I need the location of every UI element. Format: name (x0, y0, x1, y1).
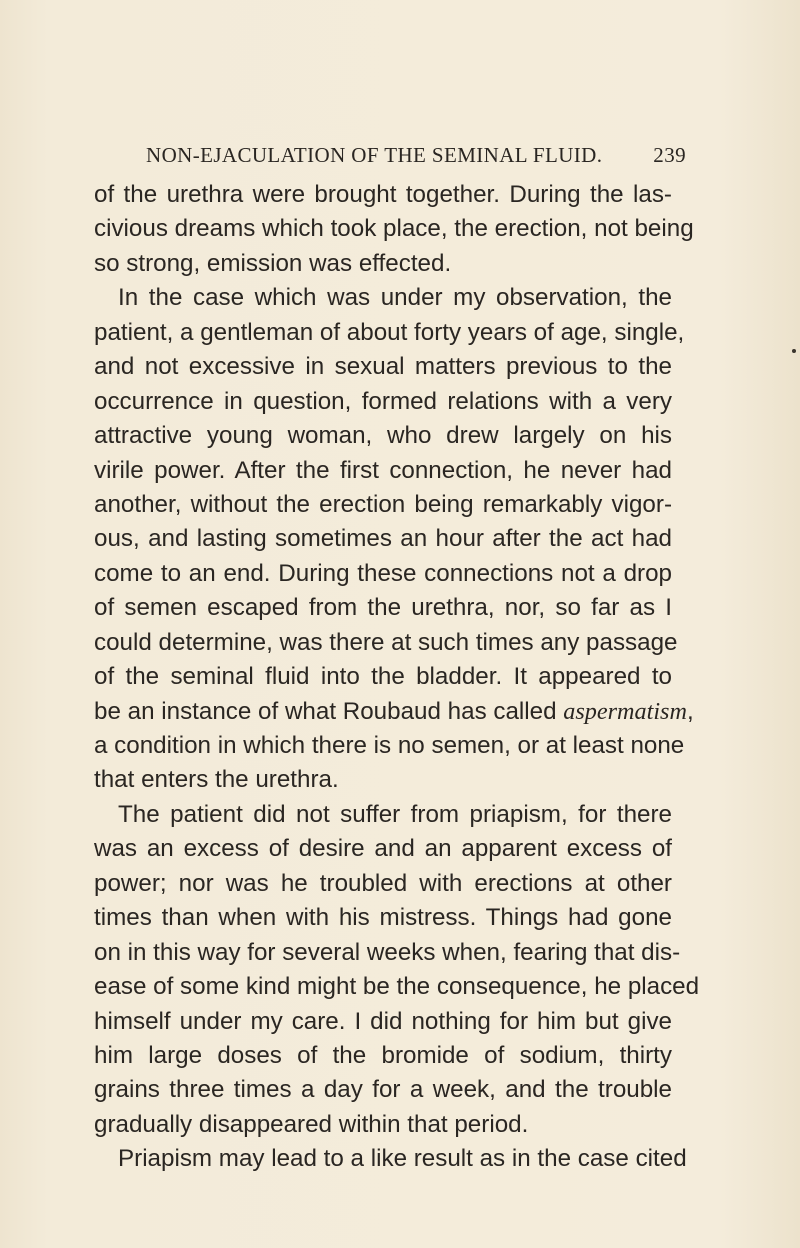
text-line: ease of some kind might be the consequence, he placed (94, 973, 700, 1001)
text-line: could determine, was there at such times any passage (94, 628, 678, 656)
text-line: of semen escaped from the urethra, nor, so far as I (94, 594, 672, 622)
text-line: grains three times a day for a week, and the trouble (94, 1076, 672, 1104)
text-line: attractive young woman, who drew largely on his (94, 422, 672, 450)
text-line: was an excess of desire and an apparent excess of (94, 835, 672, 863)
running-title: NON-EJACULATION OF THE SEMINAL FLUID. (146, 143, 603, 167)
text-line: that enters the urethra. (94, 766, 339, 794)
text-line: on in this way for several weeks when, fearing that dis- (94, 938, 681, 966)
running-header (146, 143, 686, 173)
text-line: gradually disappeared within that period. (94, 1110, 529, 1138)
body-text (94, 178, 700, 1177)
text-line: virile power. After the first connection, he never had (94, 456, 672, 484)
text-line: civious dreams which took place, the erection, not being (94, 215, 694, 243)
italic-term: aspermatism (563, 697, 687, 725)
text-line: come to an end. During these connections not a drop (94, 559, 672, 587)
text-line: him large doses of the bromide of sodium, thirty (94, 1041, 672, 1069)
text-line: power; nor was he troubled with erections at other (94, 869, 672, 897)
text-line: of the seminal fluid into the bladder. It appeared to (94, 663, 672, 691)
text-line: and not excessive in sexual matters previous to the (94, 353, 672, 381)
text-line: occurrence in question, formed relations with a very (94, 387, 672, 415)
text-line: himself under my care. I did nothing for him but give (94, 1007, 672, 1035)
text-line: The patient did not suffer from priapism, for there (118, 800, 672, 828)
print-speck (792, 349, 796, 353)
text-line: a condition in which there is no semen, or at least none (94, 732, 685, 759)
text-line: ous, and lasting sometimes an hour after the act had (94, 525, 672, 553)
text-line: so strong, emission was effected. (94, 249, 452, 277)
text-line: of the urethra were brought together. During the las- (94, 181, 672, 208)
text-line: times than when with his mistress. Things had gone (94, 904, 672, 932)
text-line-with-italic (94, 695, 694, 729)
page-number: 239 (653, 143, 686, 167)
text-line: patient, a gentleman of about forty years of age, single, (94, 318, 685, 346)
text-line: Priapism may lead to a like result as in the case cited (118, 1145, 687, 1173)
text-line: another, without the erection being remarkably vigor- (94, 490, 672, 518)
text-segment: be an instance of what Roubaud has called (94, 697, 564, 725)
text-line: In the case which was under my observation, the (118, 284, 672, 312)
text-segment: , (686, 697, 694, 725)
